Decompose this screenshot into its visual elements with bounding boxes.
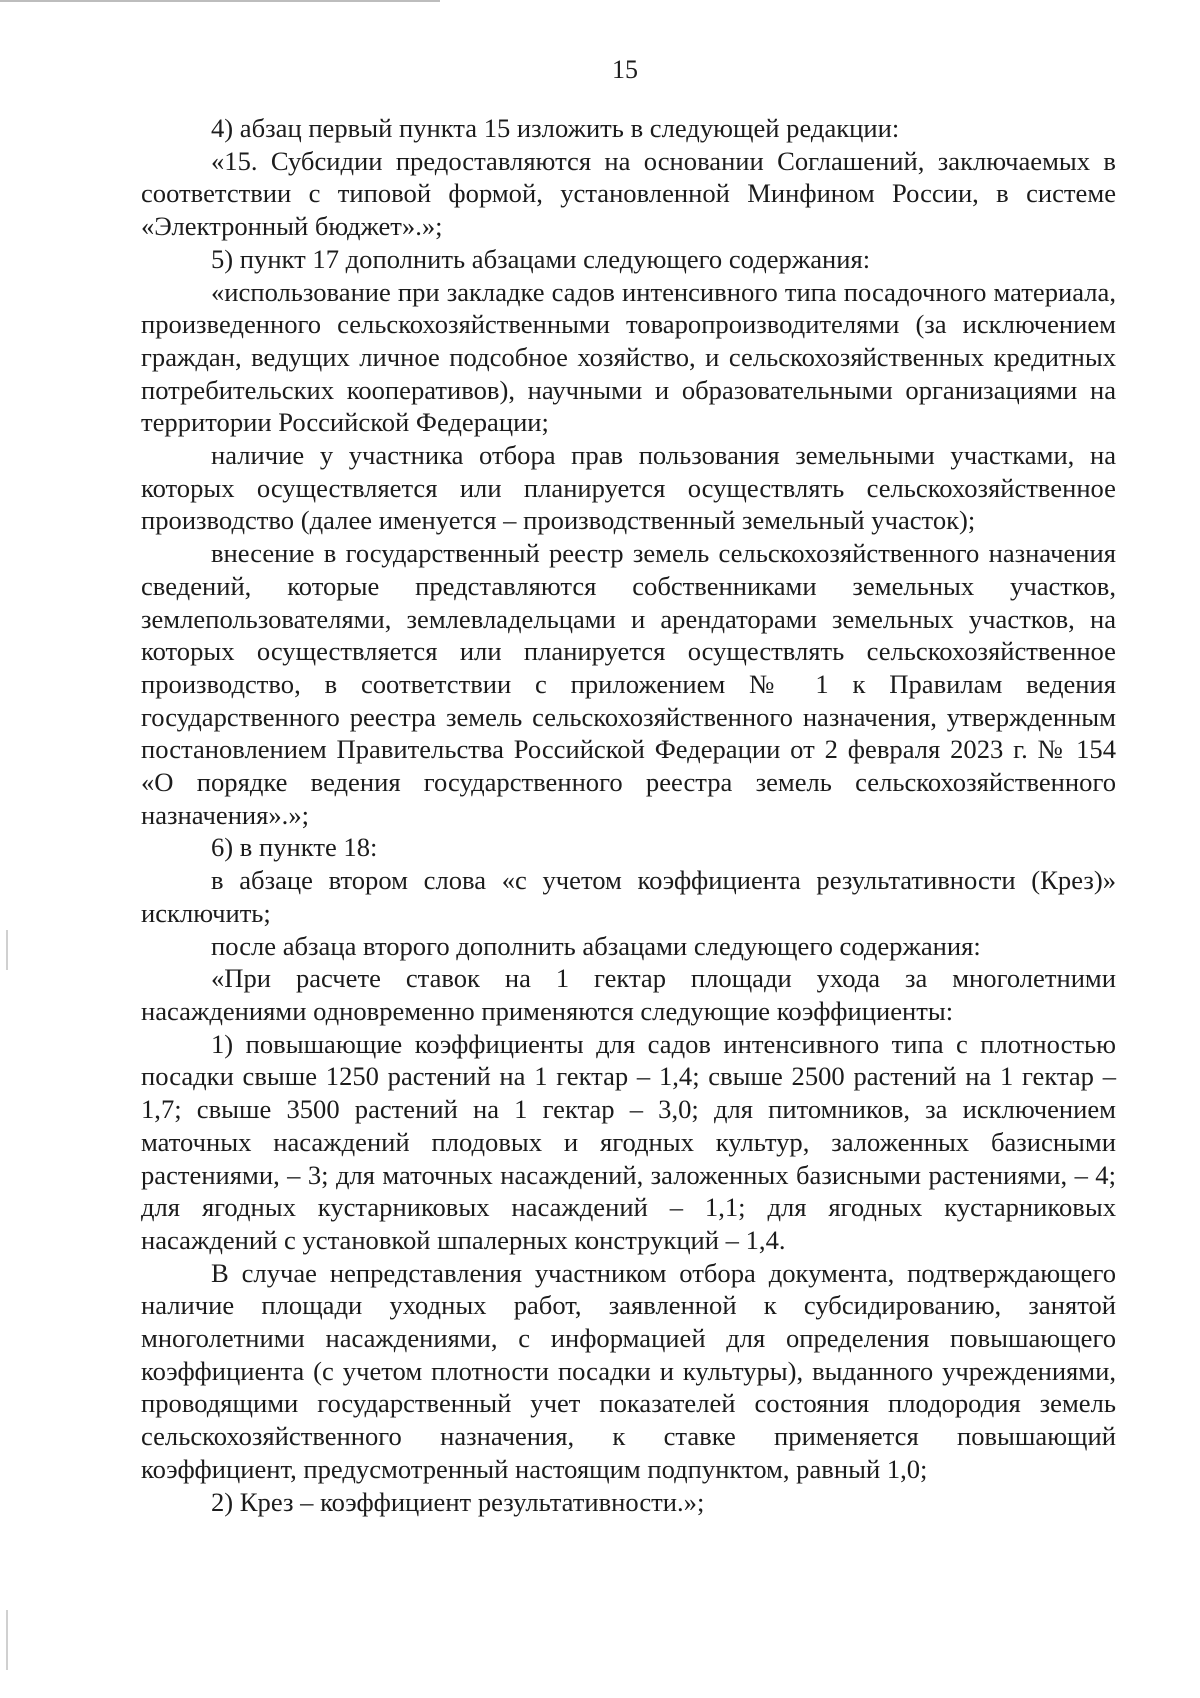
scan-top-edge [0,0,440,2]
paragraph-add-after-second: после абзаца второго дополнить абзацами следующего содержания: [211,930,981,961]
paragraph-increasing-coefficients: 1) повышающие коэффициенты для садов интенсивного типа с плотностью посадки свыше 1250 растений на 1 гектар – 1,4; свыше 2500 растений на 1 гектар – 1,7; свыше 3500 растений на 1 гектар – 3,0; для питомников, за исключением маточных насаждений плодовых и ягодных культур, заложенных базисными растениями, – 3; для маточных насаждений, заложенных базисными растениями, – 4; для ягодных кустарниковых насаждений – 1,1; для ягодных кустарниковых насаждений с установкой шпалерных конструкций – 1,4. [141,1028,1116,1255]
paragraph-amendment-5: 5) пункт 17 дополнить абзацами следующего содержания: [211,243,871,274]
paragraph-non-submission: В случае непредставления участником отбора документа, подтверждающего наличие площади уходных работ, заявленной к субсидированию, занятой многолетними насаждениями, с информацией для определения повышающего коэффициента (с учетом плотности посадки и культуры), выданного учреждениями, проводящими государственный учет показателей состояния плодородия земель сельскохозяйственного назначения, к ставке применяется повышающий коэффициент, предусмотренный настоящим подпунктом, равный 1,0; [141,1257,1116,1484]
paragraph-state-register: внесение в государственный реестр земель сельскохозяйственного назначения сведений, которые представляются собственниками земельных участков, землепользователями, землевладельцами и арендаторами земельных участков, на которых осуществляется или планируется осуществлять сельскохозяйственное производство, в соответствии с приложением № 1 к Правилам ведения государственного реестра земель сельскохозяйственного назначения, утвержденным постановлением Правительства Российской Федерации от 2 февраля 2023 г. № 154 «О порядке ведения государственного реестра земель сельскохозяйственного назначения».»; [141,538,1116,830]
paragraph-rate-calculation: «При расчете ставок на 1 гектар площади ухода за многолетними насаждениями одновременно применяются следующие коэффициенты: [141,963,1116,1026]
paragraph-planting-material: «использование при закладке садов интенсивного типа посадочного материала, произведенного сельскохозяйственными товаропроизводителями (за исключением граждан, ведущих личное подсобное хозяйство, и сельскохозяйственных кредитных потребительских кооперативов), научными и образовательными организациями на территории Российской Федерации; [141,276,1116,438]
page-number: 15 [612,55,638,84]
paragraph-land-rights: наличие у участника отбора прав пользования земельными участками, на которых осуществляется или планируется осуществлять сельскохозяйственное производство (далее именуется – производственный земельный участок); [141,440,1116,536]
document-body [141,112,1116,1518]
paragraph-amendment-6: 6) в пункте 18: [211,832,378,863]
scan-edge-mark [6,930,8,970]
paragraph-exclude-words: в абзаце втором слова «с учетом коэффициента результативности (Крез)» исключить; [141,865,1116,928]
paragraph-amendment-4: 4) абзац первый пункта 15 изложить в следующей редакции: [211,113,900,143]
scan-edge-mark [6,1610,8,1670]
paragraph-krez: 2) Крез – коэффициент результативности.»; [211,1486,705,1517]
paragraph-point-15-text: «15. Субсидии предоставляются на основании Соглашений, заключаемых в соответствии с типовой формой, установленной Минфином России, в системе «Электронный бюджет».»; [141,145,1116,242]
